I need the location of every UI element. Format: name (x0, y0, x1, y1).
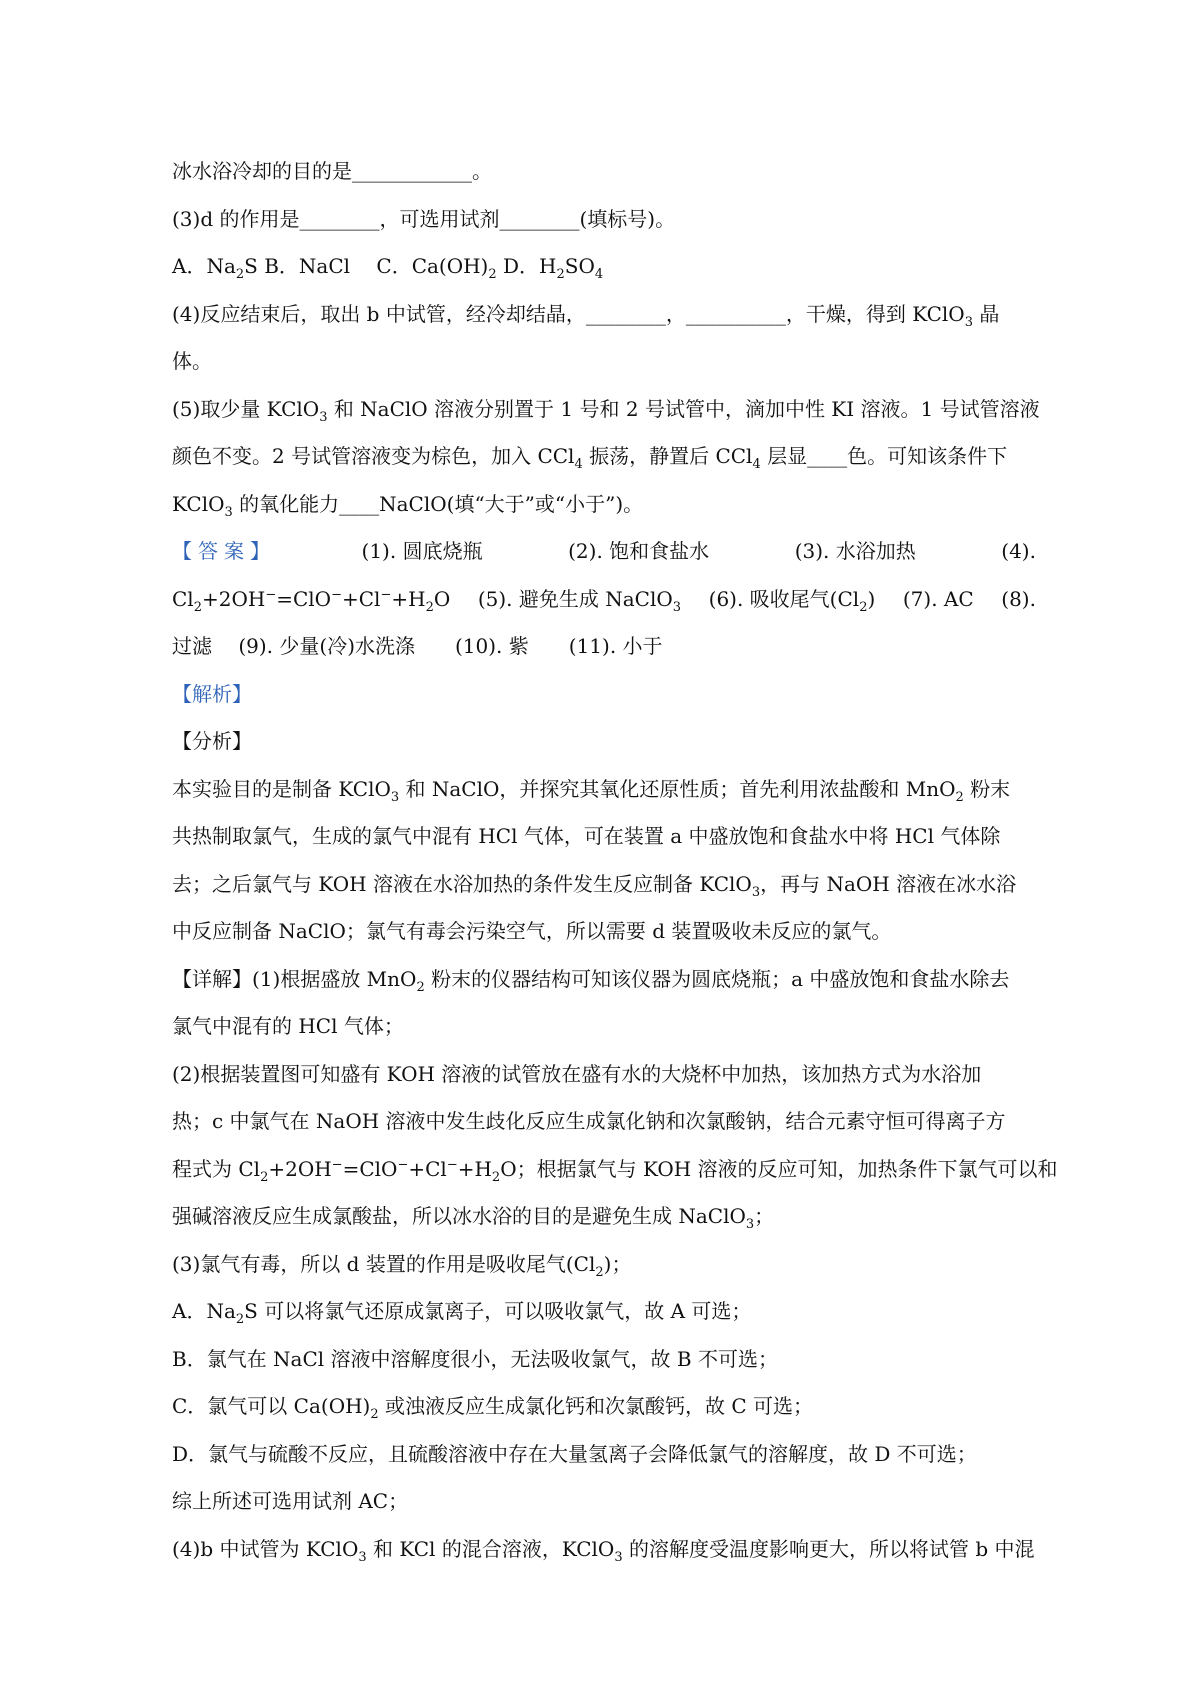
text-line: KClO$_3$ 的氧化能力____NaClO(填“大于”或“小于”)。 (172, 491, 644, 520)
text-line: 体。 (172, 349, 212, 373)
text-line: (5)取少量 KClO$_3$ 和 NaClO 溶液分别置于 1 号和 2 号试管中，滴加中性 KI 溶液。1 号试管溶液 (172, 396, 1040, 425)
text-line: 氯气中混有的 HCl 气体； (172, 1014, 404, 1038)
text-line: 中反应制备 NaClO；氯气有毒会污染空气，所以需要 d 装置吸收未反应的氯气。 (172, 919, 892, 943)
text-line: 颜色不变。2 号试管溶液变为棕色，加入 CCl$_4$ 振荡，静置后 CCl$_4$ 层显____色。可知该条件下 (172, 444, 1008, 472)
text-line: (3)d 的作用是________，可选用试剂________(填标号)。 (172, 206, 676, 231)
answer-item: (7). AC (902, 586, 974, 611)
text-line: 去；之后氯气与 KOH 溶液在水浴加热的条件发生反应制备 KClO$_3$，再与 NaOH 溶液在冰水浴 (172, 871, 1017, 900)
text-line: B．氯气在 NaCl 溶液中溶解度很小，无法吸收氯气，故 B 不可选； (172, 1346, 778, 1371)
analysis-sub-label: 【分析】 (172, 729, 252, 753)
text-line: (3)氯气有毒，所以 d 装置的作用是吸收尾气$(Cl_2)$； (172, 1251, 632, 1280)
text-line: 冰水浴冷却的目的是____________。 (172, 159, 492, 183)
text-line: (4)反应结束后，取出 b 中试管，经冷却结晶，________，__________，干燥，得到 KClO$_3$ 晶 (172, 301, 1000, 330)
text-line: (4)b 中试管为 KClO$_3$ 和 KCl 的混合溶液，KClO$_3$ 的溶解度受温度影响更大，所以将试管 b 中混 (172, 1536, 1035, 1565)
answer-label: 【答案】 (172, 539, 276, 563)
text-line: 强碱溶液反应生成氯酸盐，所以冰水浴的目的是避免生成 NaClO$_3$； (172, 1204, 775, 1232)
answer-item: (3). 水浴加热 (794, 539, 916, 563)
document-page (172, 148, 1058, 1573)
text-line: A．$Na_2S$ B．NaCl C．$Ca(OH)_2$ D．$H_2SO_4$ (172, 254, 604, 282)
text-line: A．$Na_2S$ 可以将氯气还原成氯离子，可以吸收氯气，故 A 可选； (172, 1299, 752, 1327)
analysis-label: 【解析】 (172, 681, 252, 706)
text-line: 热；c 中氯气在 NaOH 溶液中发生歧化反应生成氯化钠和次氯酸钠，结合元素守恒可得离子方 (172, 1109, 1006, 1133)
answer-item: (4). (1001, 539, 1036, 563)
answer-row (172, 528, 1036, 576)
answer-item: (5). 避免生成 NaClO$_3$ (477, 586, 682, 615)
answer-row (172, 576, 1036, 624)
text-line: D．氯气与硫酸不反应，且硫酸溶液中存在大量氢离子会降低氯气的溶解度，故 D 不可选； (172, 1441, 977, 1466)
text-line: 共热制取氯气，生成的氯气中混有 HCl 气体，可在装置 a 中盛放饱和食盐水中将 HCl 气体除 (172, 824, 1001, 848)
answer-item: (6). 吸收尾气$(Cl_2)$ (708, 586, 876, 615)
text-line: 【详解】(1)根据盛放 MnO$_2$ 粉末的仪器结构可知该仪器为圆底烧瓶；a 中盛放饱和食盐水除去 (172, 966, 1010, 995)
answer-row: 过滤 (9). 少量(冷)水洗涤 (10). 紫 (11). 小于 (172, 634, 663, 658)
text-line: 本实验目的是制备 KClO$_3$ 和 NaClO，并探究其氧化还原性质；首先利用浓盐酸和 MnO$_2$ 粉末 (172, 776, 1011, 805)
answer-item: (1). 圆底烧瓶 (361, 539, 483, 563)
text-line: C．氯气可以 $Ca(OH)_2$ 或浊液反应生成氯化钙和次氯酸钙，故 C 可选； (172, 1394, 813, 1422)
answer-item: (2). 饱和食盐水 (568, 539, 710, 563)
text-line: 综上所述可选用试剂 AC； (172, 1489, 409, 1513)
text-line: (2)根据装置图可知盛有 KOH 溶液的试管放在盛有水的大烧杯中加热，该加热方式为水浴加 (172, 1061, 982, 1086)
text-line: 程式为 $Cl_2+2OH^-=ClO^-+Cl^-+H_2O$；根据氯气与 KOH 溶液的反应可知，加热条件下氯气可以和 (172, 1156, 1058, 1185)
ionic-equation: $Cl_2+2OH^-=ClO^-+Cl^-+H_2O$ (172, 586, 451, 615)
answer-item: (8). (1001, 586, 1036, 611)
